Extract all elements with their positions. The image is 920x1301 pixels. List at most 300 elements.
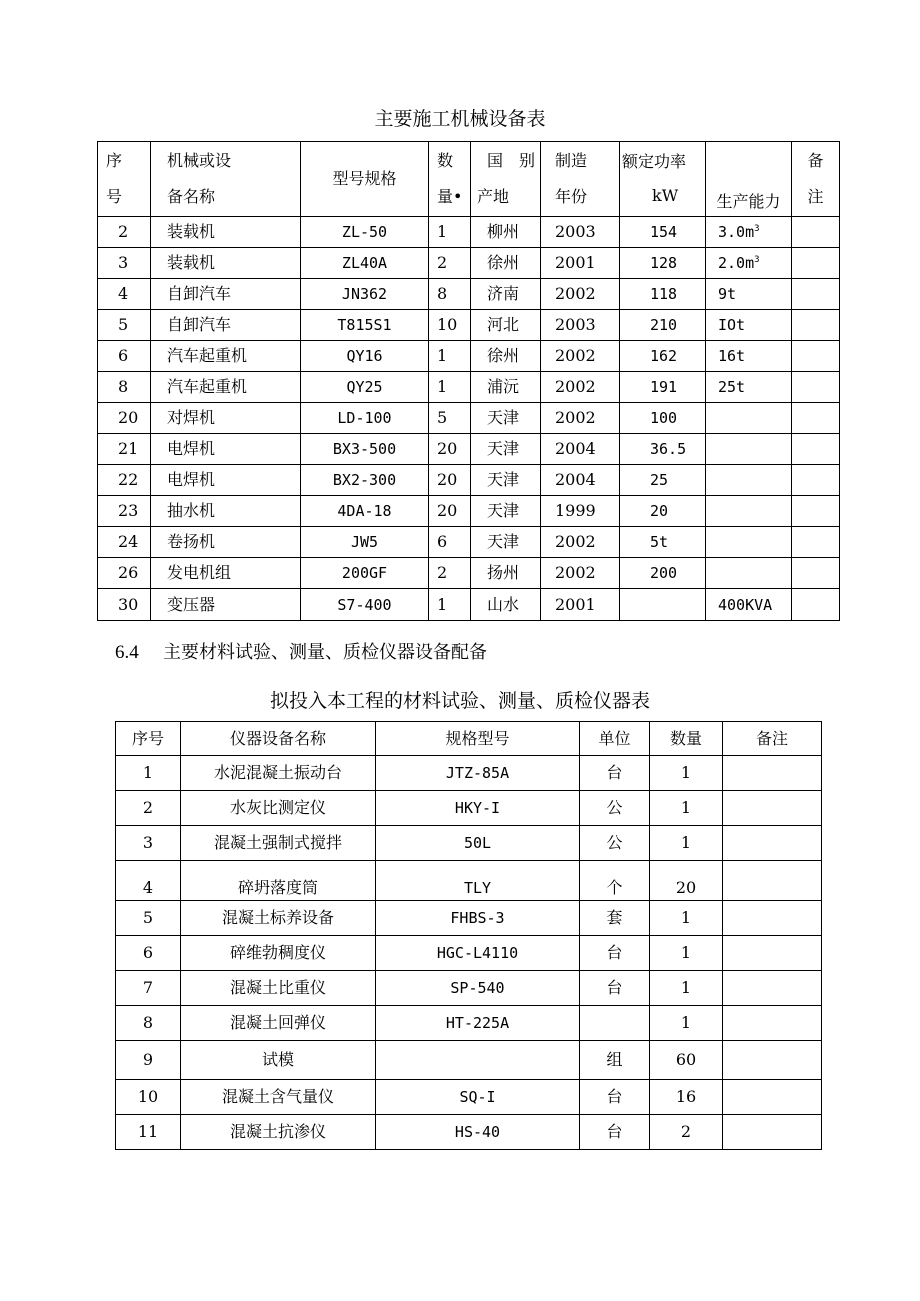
header-power: 额定功率 kW [620,142,706,217]
cell-no: 7 [116,971,181,1006]
cell-origin-text: 天津 [487,439,520,458]
cell-no: 9 [116,1041,181,1080]
cell-power-text: 36.5 [650,440,687,458]
cell-year-text: 2003 [555,222,596,241]
cell-remark [723,756,822,791]
cell-name-text: 变压器 [167,594,216,614]
cell-qty [429,217,471,248]
cell-qty [429,465,471,496]
cell-model [301,527,429,558]
machinery-table [97,141,840,621]
cell-unit: 公 [580,791,650,826]
cell-origin-text: 天津 [487,501,520,520]
cell-model [301,403,429,434]
cell-qty [429,434,471,465]
cell-origin-text: 浦沅 [487,377,520,396]
table-row [98,527,840,558]
table-row [98,279,840,310]
header-remark: 备注 [723,722,822,756]
cell-remark [792,248,840,279]
cell-origin-text: 济南 [487,284,520,303]
table-row [116,936,822,971]
cell-unit: 台 [580,971,650,1006]
cell-model-text: T815S1 [337,316,392,334]
cell-remark [792,403,840,434]
cell-origin [471,217,541,248]
cell-origin [471,527,541,558]
cell-no: 1 [116,756,181,791]
cell-spec: HKY-I [376,791,580,826]
cell-no-text: 5 [118,315,129,334]
cell-year-text: 2002 [555,408,596,427]
cell-no: 6 [116,936,181,971]
cell-name: 混凝土含气量仪 [181,1080,376,1115]
cell-qty: 1 [650,971,723,1006]
cell-name [151,310,301,341]
cell-unit: 台 [580,1115,650,1150]
cell-spec: JTZ-85A [376,756,580,791]
cell-year [541,527,620,558]
cell-origin-text: 扬州 [487,563,520,582]
cell-name-text: 卷扬机 [167,532,216,551]
cell-power-text: 100 [650,409,678,427]
cell-no [98,217,151,248]
header-name: 机械或设 备名称 [151,142,301,217]
cell-name-text: 汽车起重机 [167,377,248,396]
cell-name-text: 汽车起重机 [167,346,248,365]
cell-origin-text: 天津 [487,532,520,551]
table-row [116,756,822,791]
cell-power-text: 20 [650,502,669,520]
cell-model-text: ZL-50 [341,223,388,241]
cell-capacity [706,248,792,279]
cell-qty-text: 20 [437,470,458,489]
cell-capacity [706,465,792,496]
cell-origin-text: 徐州 [487,346,520,365]
cell-origin [471,558,541,589]
cell-name: 混凝土抗渗仪 [181,1115,376,1150]
cell-model [301,434,429,465]
cell-no [98,372,151,403]
cell-year [541,403,620,434]
cell-qty: 1 [650,1006,723,1041]
cell-origin [471,341,541,372]
cell-power-text: 200 [650,564,678,582]
table-row [116,1041,822,1080]
cell-power-text: 5t [650,533,669,551]
cell-name: 碎维勃稠度仪 [181,936,376,971]
header-year: 制造 年份 [541,142,620,217]
cell-power [620,372,706,403]
header-unit: 单位 [580,722,650,756]
cell-no: 3 [116,826,181,861]
table1-header-row [98,142,840,217]
cell-power [620,279,706,310]
cell-spec: FHBS-3 [376,901,580,936]
cell-no-text: 23 [118,501,139,520]
cell-origin-text: 天津 [487,408,520,427]
table-row [116,791,822,826]
cell-power [620,403,706,434]
cell-name [151,465,301,496]
cell-origin [471,372,541,403]
cell-model [301,496,429,527]
cell-qty-text: 20 [437,439,458,458]
table2-header-row [116,722,822,756]
table-row [98,496,840,527]
cell-qty: 16 [650,1080,723,1115]
cell-power [620,310,706,341]
cell-no-text: 20 [118,408,139,427]
cell-qty [429,558,471,589]
cell-no-text: 26 [118,563,139,582]
cell-remark [792,217,840,248]
header-name: 仪器设备名称 [181,722,376,756]
cell-qty: 1 [650,756,723,791]
cell-no-text: 3 [118,253,129,272]
cell-power-text: 154 [650,223,678,241]
cell-power-text: 118 [650,285,678,303]
cell-capacity-text: 9t [718,285,737,303]
cell-remark [723,791,822,826]
cell-model-text: JW5 [350,533,379,551]
cell-remark [792,279,840,310]
cell-qty: 1 [650,826,723,861]
cell-power [620,589,706,621]
cell-remark [792,527,840,558]
cell-year [541,434,620,465]
cell-model [301,217,429,248]
cell-capacity-text: IOt [718,316,746,334]
cell-unit: 台 [580,756,650,791]
cell-capacity [706,527,792,558]
cell-capacity-text: 400KVA [718,595,773,614]
cell-capacity [706,589,792,621]
header-no: 序 号 [98,142,151,217]
cell-qty [429,372,471,403]
header-capacity: 生产能力 [706,142,792,217]
cell-origin [471,496,541,527]
cell-model-text: 4DA-18 [337,502,392,520]
cell-model-text: LD-100 [337,409,392,427]
cell-power-text: 162 [650,347,678,365]
cell-year [541,589,620,621]
cell-capacity [706,341,792,372]
cell-no: 8 [116,1006,181,1041]
cell-no: 10 [116,1080,181,1115]
cell-qty-text: 1 [437,377,448,396]
cell-year-text: 2001 [555,594,596,614]
cell-qty [429,310,471,341]
cell-model [301,465,429,496]
cell-qty [429,527,471,558]
cell-name: 水泥混凝土振动台 [181,756,376,791]
table-row [98,217,840,248]
cell-spec: HGC-L4110 [376,936,580,971]
section-title: 主要材料试验、测量、质检仪器设备配备 [163,642,487,663]
cell-origin [471,465,541,496]
cell-no-text: 4 [118,284,129,303]
cell-name-text: 电焊机 [167,470,216,489]
cell-year-text: 2002 [555,563,596,582]
cell-name: 混凝土强制式搅拌 [181,826,376,861]
cell-year-text: 2001 [555,253,596,272]
cell-year [541,465,620,496]
cell-remark [792,465,840,496]
cell-origin [471,589,541,621]
cell-model [301,279,429,310]
cell-capacity [706,496,792,527]
cell-origin [471,279,541,310]
cell-origin-text: 徐州 [487,253,520,272]
cell-spec: TLY [376,861,580,901]
cell-name: 混凝土回弹仪 [181,1006,376,1041]
cell-name [151,496,301,527]
cell-model-text: JN362 [341,285,388,303]
cell-qty: 2 [650,1115,723,1150]
cell-no [98,403,151,434]
cell-qty [429,403,471,434]
instrument-table [115,721,822,1150]
cell-model-text: QY25 [346,378,383,396]
cell-remark [723,936,822,971]
cell-origin [471,434,541,465]
cell-unit: 组 [580,1041,650,1080]
cell-model-text: 200GF [341,564,388,582]
cell-spec: SQ-I [376,1080,580,1115]
table-row [116,971,822,1006]
cell-qty-text: 1 [437,346,448,365]
cell-name: 试模 [181,1041,376,1080]
cell-qty [429,341,471,372]
cell-power [620,496,706,527]
cell-model-text: QY16 [346,347,383,365]
cell-no-text: 8 [118,377,129,396]
cell-qty: 1 [650,791,723,826]
cell-capacity [706,310,792,341]
cell-no-text: 2 [118,222,129,241]
cell-no [98,589,151,621]
cell-remark [792,434,840,465]
header-model: 型号规格 [301,142,429,217]
table-row [116,861,822,901]
cell-spec: 50L [376,826,580,861]
table1-title: 主要施工机械设备表 [374,108,546,130]
table-row [98,434,840,465]
cell-name: 碎坍落度筒 [181,861,376,901]
cell-spec: HS-40 [376,1115,580,1150]
cell-model-text: BX3-500 [332,440,397,458]
cell-capacity-text: 16t [718,347,746,365]
cell-no-text: 21 [118,439,139,458]
cell-name [151,248,301,279]
cell-power [620,341,706,372]
cell-power [620,527,706,558]
cell-year [541,310,620,341]
header-origin: 国 别 产地 [471,142,541,217]
cell-year [541,248,620,279]
table-row [98,372,840,403]
cell-qty-text: 6 [437,532,448,551]
cell-no: 4 [116,861,181,901]
cell-no [98,465,151,496]
cell-name-text: 发电机组 [167,563,232,582]
cell-no: 5 [116,901,181,936]
cell-no [98,310,151,341]
cell-capacity [706,403,792,434]
cell-no [98,558,151,589]
cell-origin [471,248,541,279]
cell-model [301,558,429,589]
cell-qty-text: 20 [437,501,458,520]
header-remark: 备 注 [792,142,840,217]
cell-no-text: 22 [118,470,139,489]
cell-unit [580,1006,650,1041]
cell-qty-text: 10 [437,315,458,334]
cell-model [301,341,429,372]
cell-qty-text: 2 [437,563,448,582]
cell-spec [376,1041,580,1080]
cell-model [301,372,429,403]
table2-title: 拟投入本工程的材料试验、测量、质检仪器表 [269,690,650,712]
cell-name-text: 对焊机 [167,408,216,427]
cell-qty [429,279,471,310]
cell-qty: 20 [650,861,723,901]
cell-power [620,434,706,465]
table-row [98,248,840,279]
cell-year-text: 2003 [555,315,596,334]
table-row [98,310,840,341]
cell-name [151,403,301,434]
cell-origin [471,310,541,341]
cell-unit: 台 [580,1080,650,1115]
cell-capacity-text: 25t [718,378,746,396]
cell-model [301,248,429,279]
cell-year-text: 2002 [555,532,596,551]
cell-no [98,434,151,465]
cell-name-text: 装载机 [167,222,216,241]
cell-no: 2 [116,791,181,826]
cell-origin-text: 河北 [487,315,520,334]
cell-power-text: 191 [650,378,678,396]
cell-name-text: 装载机 [167,253,216,272]
table-row [116,826,822,861]
cell-remark [792,589,840,621]
cell-name: 水灰比测定仪 [181,791,376,826]
cell-no [98,496,151,527]
cell-capacity [706,217,792,248]
cell-model [301,589,429,621]
cell-remark [792,341,840,372]
table-row [98,558,840,589]
cell-capacity-superscript: 3 [754,255,760,265]
cell-origin-text: 柳州 [487,222,520,241]
cell-year-text: 2004 [555,470,596,489]
cell-power [620,558,706,589]
cell-name-text: 自卸汽车 [167,284,232,303]
cell-year-text: 2002 [555,284,596,303]
cell-power [620,465,706,496]
cell-qty-text: 8 [437,284,448,303]
cell-unit: 台 [580,936,650,971]
cell-qty [429,589,471,621]
cell-year [541,558,620,589]
cell-model-text: S7-400 [337,595,392,614]
cell-year-text: 2002 [555,377,596,396]
cell-no-text: 30 [118,594,139,614]
cell-power-text: 210 [650,316,678,334]
cell-name-text: 电焊机 [167,439,216,458]
cell-power [620,248,706,279]
cell-name: 混凝土标养设备 [181,901,376,936]
table-row [116,1006,822,1041]
cell-name [151,217,301,248]
cell-year-text: 2002 [555,346,596,365]
cell-no [98,341,151,372]
header-no: 序号 [116,722,181,756]
cell-unit: 套 [580,901,650,936]
table-row [116,1080,822,1115]
cell-year [541,372,620,403]
header-qty: 数量 [650,722,723,756]
table-row [116,901,822,936]
cell-name: 混凝土比重仪 [181,971,376,1006]
cell-year [541,341,620,372]
cell-qty: 60 [650,1041,723,1080]
cell-qty [429,496,471,527]
cell-name-text: 自卸汽车 [167,315,232,334]
cell-year-text: 1999 [555,501,596,520]
cell-no-text: 6 [118,346,129,365]
cell-remark [792,310,840,341]
cell-qty-text: 2 [437,253,448,272]
cell-qty: 1 [650,901,723,936]
cell-year [541,496,620,527]
table-row [98,403,840,434]
cell-capacity-text: 3.0m [718,223,755,241]
cell-name [151,527,301,558]
cell-origin [471,403,541,434]
cell-spec: HT-225A [376,1006,580,1041]
cell-origin-text: 山水 [487,594,520,614]
cell-qty: 1 [650,936,723,971]
cell-unit: 公 [580,826,650,861]
cell-qty-text: 5 [437,408,448,427]
cell-no [98,279,151,310]
table-row [116,1115,822,1150]
cell-capacity [706,279,792,310]
section-heading [115,638,487,664]
cell-origin-text: 天津 [487,470,520,489]
cell-remark [792,558,840,589]
cell-year [541,217,620,248]
cell-no-text: 24 [118,532,139,551]
cell-remark [723,861,822,901]
cell-remark [792,372,840,403]
cell-name-text: 抽水机 [167,501,216,520]
cell-name [151,279,301,310]
cell-capacity-superscript: 3 [754,224,760,234]
cell-year-text: 2004 [555,439,596,458]
cell-capacity [706,558,792,589]
cell-name [151,589,301,621]
cell-name [151,372,301,403]
cell-power-text: 128 [650,254,678,272]
cell-name [151,434,301,465]
cell-remark [723,901,822,936]
section-number: 6.4 [115,642,139,663]
cell-unit: 个 [580,861,650,901]
